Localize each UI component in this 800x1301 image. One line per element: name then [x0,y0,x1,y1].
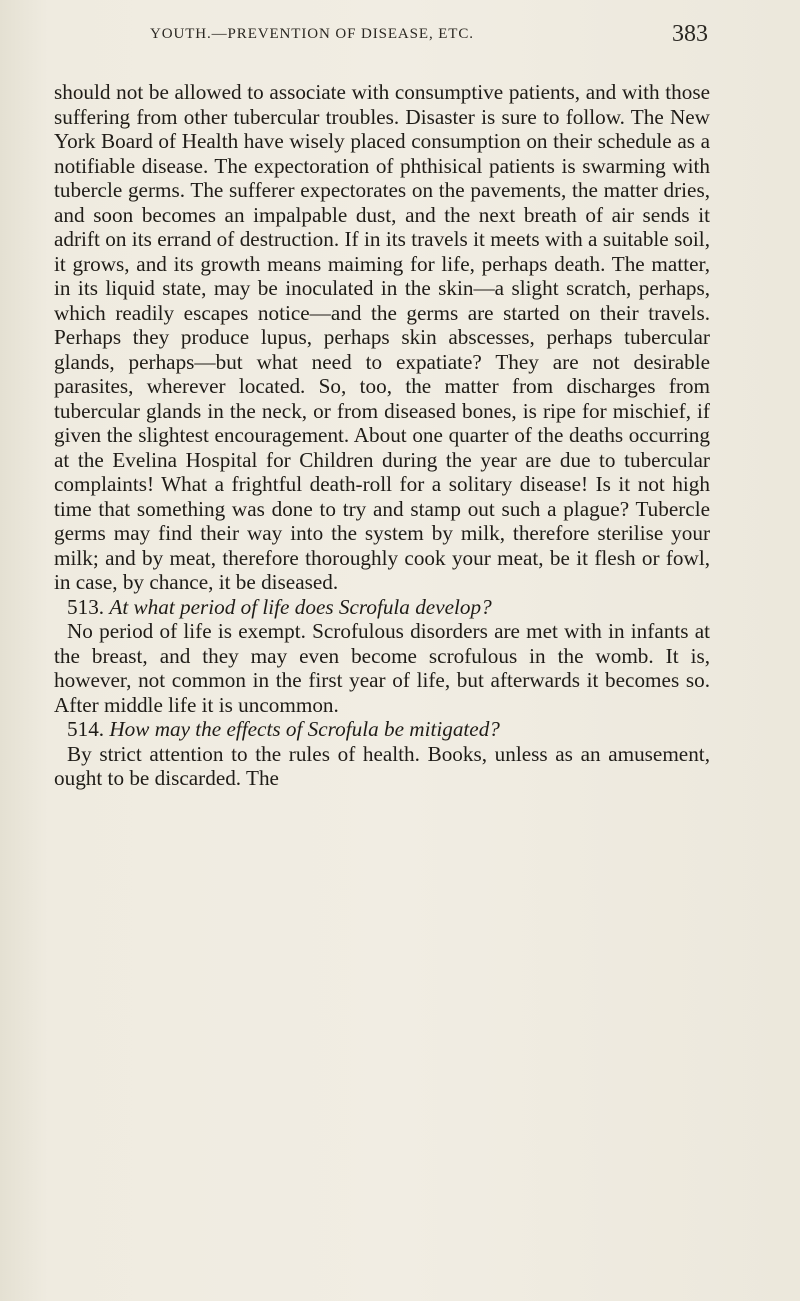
question-513 [54,595,710,620]
body-text [54,80,710,791]
page-header [54,18,708,52]
question-514 [54,717,710,742]
running-head: YOUTH.—PREVENTION OF DISEASE, ETC. [150,26,474,42]
question-text: How may the effects of Scrofula be mitigated? [109,717,500,741]
answer-513: No period of life is exempt. Scrofulous disorders are met with in infants at the breast, and they may even become scrofulous in the womb. It is, however, not common in the first year of life, but afterwards it becomes so. After middle life it is uncommon. [54,619,710,717]
paragraph: should not be allowed to associate with consumptive patients, and with those suffering from other tubercular troubles. Disaster is sure to follow. The New York Board of Health have wisely placed consumption on their schedule as a notifiable disease. The expectoration of phthisical patients is swarming with tubercle germs. The sufferer expectorates on the pavements, the matter dries, and soon becomes an impalpable dust, and the next breath of air sends it adrift on its errand of destruction. If in its travels it meets with a suitable soil, it grows, and its growth means maiming for life, perhaps death. The matter, in its liquid state, may be inoculated in the skin—a slight scratch, perhaps, which readily escapes notice—and the germs are started on their travels. Perhaps they produce lupus, perhaps skin abscesses, perhaps tubercular glands, perhaps—but what need to expatiate? They are not desirable parasites, wherever located. So, too, the matter from discharges from tubercular glands in the neck, or from diseased bones, is ripe for mischief, if given the slightest encouragement. About one quarter of the deaths occurring at the Evelina Hospital for Children during the year are due to tubercular complaints! What a frightful death-roll for a solitary disease! Is it not high time that something was done to try and stamp out such a plague? Tubercle germs may find their way into the system by milk, therefore sterilise your milk; and by meat, therefore thoroughly cook your meat, be it flesh or fowl, in case, by chance, it be diseased. [54,80,710,594]
question-number: 514. [67,717,105,741]
answer-514: By strict attention to the rules of health. Books, unless as an amusement, ought to be discarded. The [54,741,710,790]
question-text: At what period of life does Scrofula develop? [109,594,492,619]
question-number: 513. [67,594,105,619]
page-number: 383 [672,21,708,47]
